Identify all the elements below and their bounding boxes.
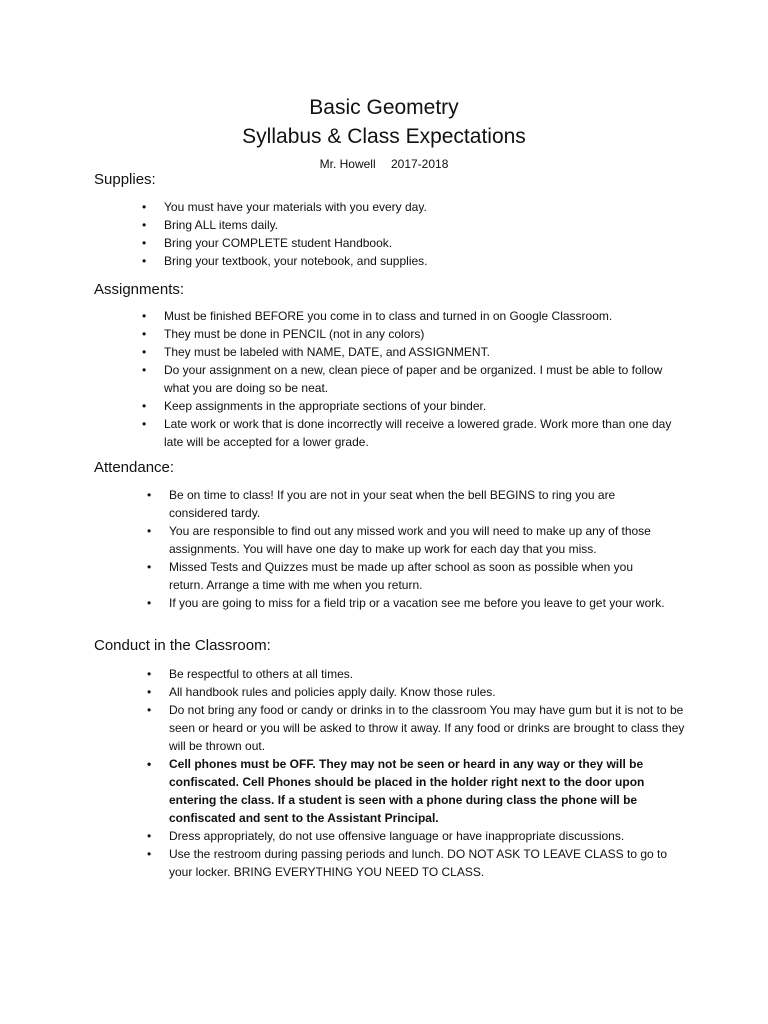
bullet-icon: • xyxy=(147,524,152,538)
list-item-text: They must be done in PENCIL (not in any colors) xyxy=(164,327,425,341)
teacher-name: Mr. Howell xyxy=(319,157,376,171)
list-item-text: Bring your textbook, your notebook, and supplies. xyxy=(164,254,428,268)
bullet-icon: • xyxy=(142,309,147,323)
bullet-icon: • xyxy=(142,345,147,359)
list-item-text: Use the restroom during passing periods and lunch. DO NOT ASK TO LEAVE CLASS to go to your locker. BRING EVERYTHING YOU NEED TO CLASS. xyxy=(169,847,668,879)
assignments-list xyxy=(142,307,674,451)
list-item-text: You are responsible to find out any missed work and you will need to make up any of those assignments. You will have one day to make up work for each day that you miss. xyxy=(169,524,651,556)
list-item xyxy=(142,361,674,397)
list-item xyxy=(147,665,689,683)
list-item-text: Be respectful to others at all times. xyxy=(169,667,354,681)
bullet-icon: • xyxy=(147,560,152,574)
list-item-text: All handbook rules and policies apply daily. Know those rules. xyxy=(169,685,496,699)
bullet-icon: • xyxy=(142,399,147,413)
list-item xyxy=(147,522,669,558)
bullet-icon: • xyxy=(147,703,152,717)
bullet-icon: • xyxy=(147,847,152,861)
list-item-text: Late work or work that is done incorrectly will receive a lowered grade. Work more than one day late will be accepted for a lower grade. xyxy=(164,417,672,449)
list-item-text: Dress appropriately, do not use offensive language or have inappropriate discussions. xyxy=(169,829,625,843)
bullet-icon: • xyxy=(147,685,152,699)
school-year: 2017-2018 xyxy=(390,157,449,171)
bullet-icon: • xyxy=(147,488,152,502)
teacher-line xyxy=(0,156,768,172)
list-item-text: Keep assignments in the appropriate sections of your binder. xyxy=(164,399,487,413)
bullet-icon: • xyxy=(142,200,147,214)
bullet-icon: • xyxy=(142,254,147,268)
bullet-icon: • xyxy=(147,757,152,771)
attendance-list xyxy=(147,486,669,612)
list-item xyxy=(142,234,684,252)
list-item-text: Do not bring any food or candy or drinks in to the classroom You may have gum but it is not to be seen or heard or you will be asked to throw it away. If any food or drinks are brought to class they will be thrown out. xyxy=(169,703,685,753)
list-item xyxy=(142,415,674,451)
supplies-list xyxy=(142,198,684,270)
list-item xyxy=(142,325,674,343)
list-item-text: You must have your materials with you every day. xyxy=(164,200,427,214)
section-heading-supplies: Supplies: xyxy=(94,171,156,188)
list-item xyxy=(142,198,684,216)
list-item-text: Be on time to class! If you are not in your seat when the bell BEGINS to ring you are considered tardy. xyxy=(169,488,616,520)
document-header xyxy=(0,0,768,172)
list-item xyxy=(142,397,674,415)
section-heading-conduct: Conduct in the Classroom: xyxy=(94,637,271,654)
document-subtitle: Syllabus & Class Expectations xyxy=(242,125,526,148)
section-heading-assignments: Assignments: xyxy=(94,281,185,298)
list-item xyxy=(147,845,689,881)
list-item-text: If you are going to miss for a field trip or a vacation see me before you leave to get your work. xyxy=(169,596,665,610)
list-item-text: Must be finished BEFORE you come in to class and turned in on Google Classroom. xyxy=(164,309,613,323)
document-title: Basic Geometry xyxy=(309,96,459,119)
list-item xyxy=(147,594,669,612)
bullet-icon: • xyxy=(142,363,147,377)
bullet-icon: • xyxy=(142,236,147,250)
list-item-text: Bring ALL items daily. xyxy=(164,218,279,232)
bullet-icon: • xyxy=(142,327,147,341)
list-item xyxy=(142,216,684,234)
conduct-list xyxy=(147,665,689,881)
list-item xyxy=(147,558,669,594)
bullet-icon: • xyxy=(147,829,152,843)
bullet-icon: • xyxy=(142,218,147,232)
list-item-text: Bring your COMPLETE student Handbook. xyxy=(164,236,393,250)
bullet-icon: • xyxy=(147,667,152,681)
bullet-icon: • xyxy=(142,417,147,431)
bullet-icon: • xyxy=(147,596,152,610)
list-item xyxy=(142,307,674,325)
list-item-text: Do your assignment on a new, clean piece of paper and be organized. I must be able to follow what you are doing so be neat. xyxy=(164,363,663,395)
list-item xyxy=(147,827,689,845)
list-item-text: Cell phones must be OFF. They may not be seen or heard in any way or they will be confiscated. Cell Phones should be placed in the holder right next to the door upon entering the class. If a student is seen with a phone during class the phone will be confiscated and sent to the Assistant Principal. xyxy=(169,757,645,825)
list-item xyxy=(147,486,669,522)
list-item xyxy=(142,343,674,361)
list-item-text: They must be labeled with NAME, DATE, and ASSIGNMENT. xyxy=(164,345,490,359)
list-item xyxy=(142,252,684,270)
section-heading-attendance: Attendance: xyxy=(94,459,175,476)
list-item xyxy=(147,683,689,701)
list-item xyxy=(147,701,689,755)
list-item-text: Missed Tests and Quizzes must be made up after school as soon as possible when you return. Arrange a time with me when you return. xyxy=(169,560,634,592)
list-item xyxy=(147,755,689,827)
